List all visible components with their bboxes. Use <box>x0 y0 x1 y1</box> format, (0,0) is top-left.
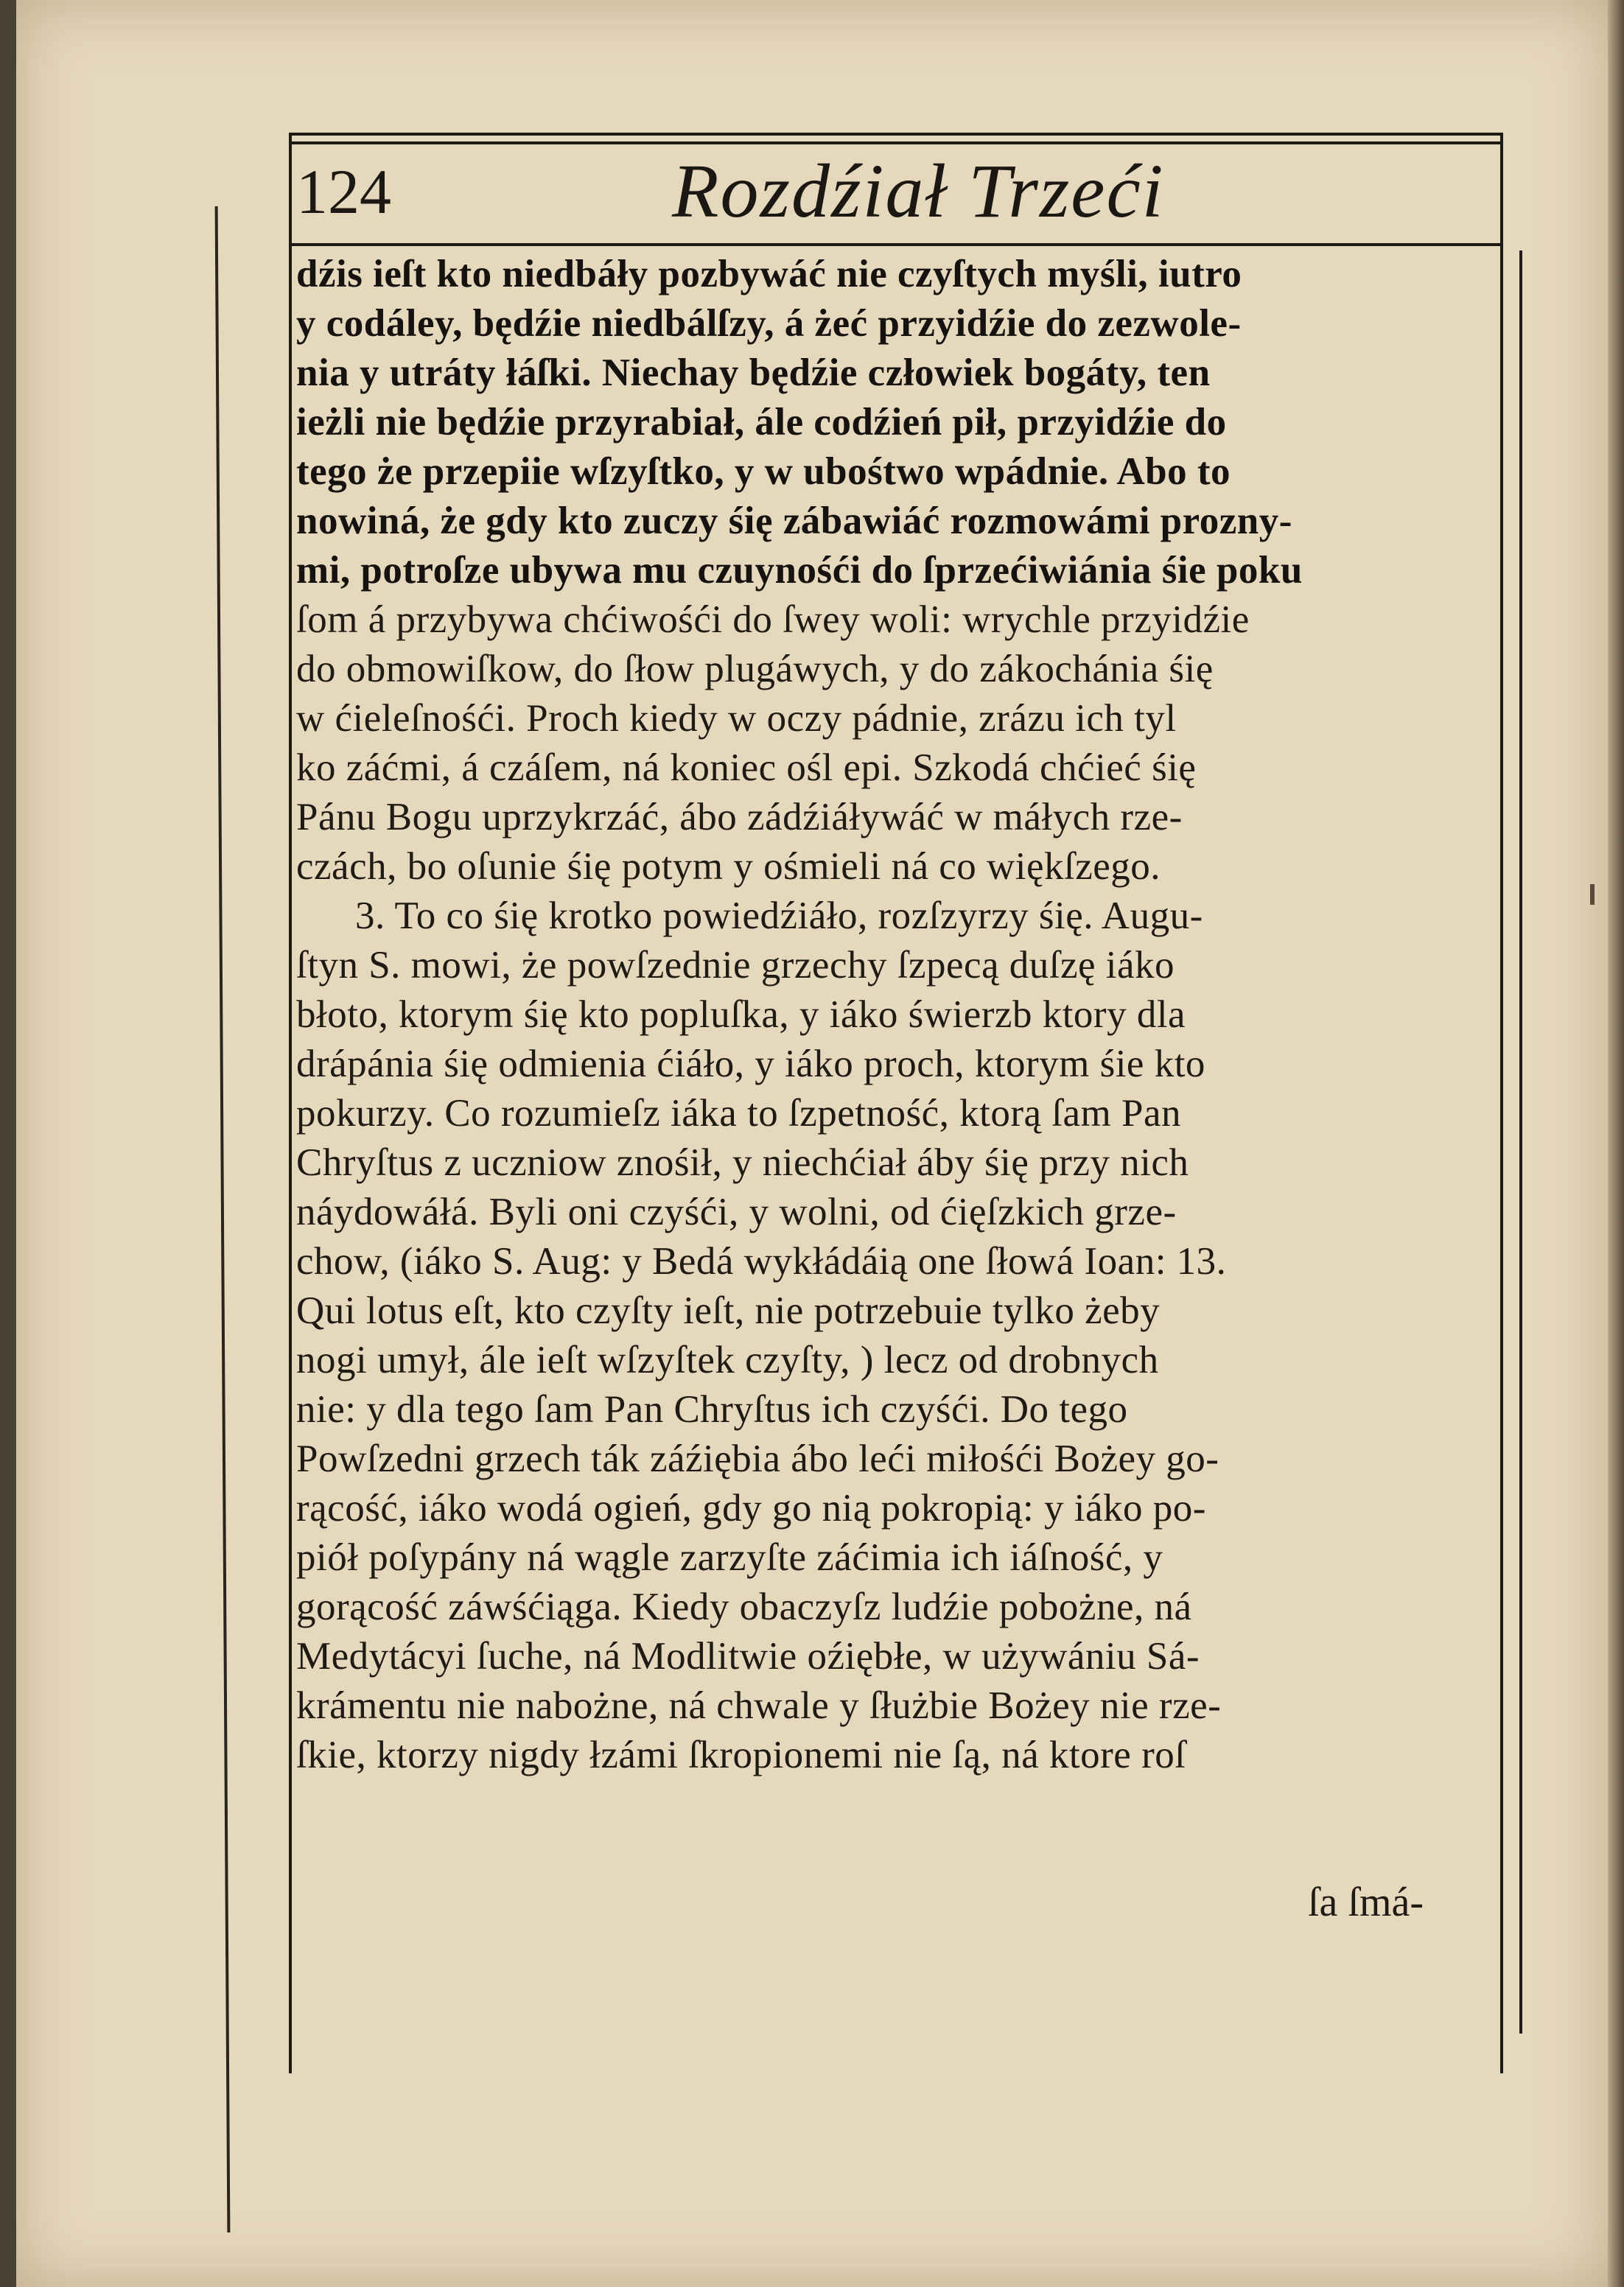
text-line: ſtyn S. mowi, że powſzednie grzechy ſzpecą duſzę iáko <box>296 944 1175 987</box>
text-line: piół poſypány ná wągle zarzyſte záćimia ich iáſność, y <box>296 1536 1163 1579</box>
body-text <box>296 251 1522 2034</box>
frame-top-rule <box>289 141 1500 144</box>
text-line: ſkie, ktorzy nigdy łzámi ſkropionemi nie ſą, ná ktore roſ <box>296 1734 1186 1776</box>
page-edge <box>1608 0 1624 2287</box>
text-line: tego że przepiie wſzyſtko, y w ubośtwo wpádnie. Abo to <box>296 450 1231 493</box>
text-line: Qui lotus eſt, kto czyſty ieſt, nie potrzebuie tylko żeby <box>296 1289 1161 1332</box>
text-line: nogi umył, ále ieſt wſzyſtek czyſty, ) lecz od drobnych <box>296 1339 1159 1381</box>
text-line: pokurzy. Co rozumieſz iáka to ſzpetność, ktorą ſam Pan <box>296 1092 1181 1135</box>
text-line: mi, potroſze ubywa mu czuynośći do ſprzećiwiánia śie poku <box>296 549 1303 592</box>
page-header <box>289 147 1500 246</box>
text-line: ko záćmi, á czáſem, ná koniec ośl epi. Szkodá chćieć śię <box>296 746 1197 789</box>
text-line: Pánu Bogu uprzykrzáć, ábo zádźiáływáć w máłych rze- <box>296 796 1183 838</box>
text-line: Medytácyi ſuche, ná Modlitwie oźiębłe, w używániu Sá- <box>296 1635 1200 1678</box>
catchword: ſa ſmá- <box>1308 1880 1424 1925</box>
text-line: krámentu nie nabożne, ná chwale y ſłużbie Bożey nie rze- <box>296 1684 1222 1727</box>
page-number: 124 <box>296 156 391 227</box>
text-line: Chryſtus z uczniow znośił, y niechćiał áby śię przy nich <box>296 1141 1189 1184</box>
running-title: Rozdźiał Trzeći <box>672 149 1165 234</box>
text-line: Powſzedni grzech ták záźiębia ábo leći miłośći Bożey go- <box>296 1437 1219 1480</box>
text-line: rącość, iáko wodá ogień, gdy go nią pokropią: y iáko po- <box>296 1487 1206 1530</box>
text-line: ſom á przybywa chćiwośći do ſwey woli: wrychle przyidźie <box>296 598 1250 641</box>
text-line: náydowáłá. Byli oni czyśći, y wolni, od ćięſzkich grze- <box>296 1191 1177 1233</box>
text-line: gorącość záwśćiąga. Kiedy obaczyſz ludźie pobożne, ná <box>296 1586 1192 1628</box>
text-line: błoto, ktorym śię kto popluſka, y iáko świerzb ktory dla <box>296 993 1186 1036</box>
text-line: nie: y dla tego ſam Pan Chryſtus ich czyśći. Do tego <box>296 1388 1128 1431</box>
text-line: nowiná, że gdy kto zuczy śię zábawiáć rozmowámi prozny- <box>296 500 1292 542</box>
text-line: drápánia śię odmienia ćiáło, y iáko proch, ktorym śie kto <box>296 1043 1205 1085</box>
text-line: y codáley, będźie niedbálſzy, á żeć przyidźie do zezwole- <box>296 302 1242 345</box>
text-line: w ćieleſnośći. Proch kiedy w oczy pádnie, zrázu ich tyl <box>296 697 1177 740</box>
text-line: do obmowiſkow, do ſłow plugáwych, y do zákochánia śię <box>296 648 1214 690</box>
text-line: chow, (iáko S. Aug: y Bedá wykłádáią one ſłowá Ioan: 13. <box>296 1240 1227 1283</box>
text-line: ieżli nie będźie przyrabiał, ále codźień pił, przyidźie do <box>296 401 1227 444</box>
page-mark <box>1590 884 1595 905</box>
text-line: czách, bo oſunie śię potym y ośmieli ná co więkſzego. <box>296 845 1161 888</box>
text-line: 3. To co śię krotko powiedźiáło, rozſzyrzy śię. Augu- <box>355 894 1203 937</box>
text-line: dźis ieſt kto niedbáły pozbywáć nie czyſtych myśli, iutro <box>296 253 1242 295</box>
text-line: nia y utráty łáſki. Niechay będźie człowiek bogáty, ten <box>296 351 1211 394</box>
